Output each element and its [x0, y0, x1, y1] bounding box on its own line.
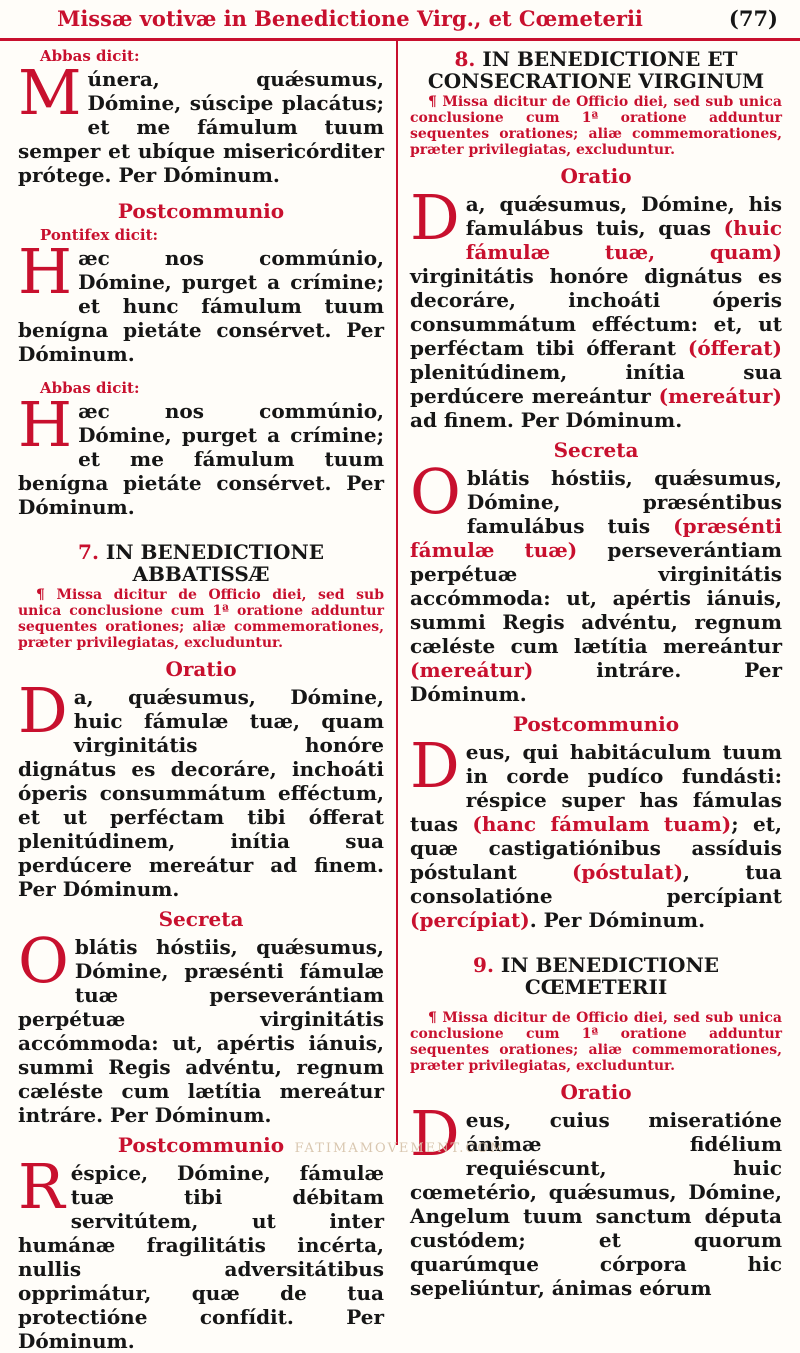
- postcommunio-heading: Postcommunio: [117, 199, 285, 223]
- oratio-prayer: Da, quǽsumus, Dómine, his famulábus tuis, quas (huic fámulæ tuæ, quam) virginitátis honóre dignátus es decoráre, inchoáti óperis consummátum efféctum: et, ut perféctam tibi ófferant (ófferat) plenitúdinem, inítia sua perdúcere mereántur (mereátur) ad finem. Per Dóminum.: [410, 181, 782, 432]
- drop-cap: R: [18, 1150, 65, 1223]
- drop-cap: O: [18, 924, 69, 997]
- oratio-heading-2: Oratio: [560, 1080, 632, 1104]
- section-8-rubric: ¶ Missa dicitur de Officio diei, sed sub unica conclusione cum 1ª oratione adduntur sequentes orationes; aliæ commemorationes, præter privilegiatas, excluduntur.: [410, 94, 782, 158]
- secreta-prayer: Oblátis hóstiis, quǽsumus, Dómine, præséntibus famulábus tuis (præsénti fámulæ tuæ) perseverántiam perpétuæ virginitátis accómmoda: ut, apértis iánuis, summi Regis advéntu, regnum cæléste cum lætítia mereántur (mereátur) intráre. Per Dóminum.: [410, 455, 782, 706]
- watermark: FATIMAMOVEMENT.COM: [294, 1141, 506, 1156]
- abbas-postcommunio-prayer: Hæc nos commúnio, Dómine, purget a crímine; et me fámulum tuum benígna pietáte consérvet. Per Dóminum.: [18, 388, 384, 519]
- postcommunio-heading: Postcommunio: [512, 712, 680, 736]
- drop-cap: O: [410, 455, 461, 528]
- secreta-heading: Secreta: [158, 907, 244, 931]
- section-9-rubric: ¶ Missa dicitur de Officio diei, sed sub unica conclusione cum 1ª oratione adduntur sequentes orationes; aliæ commemorationes, præter privilegiatas, excluduntur.: [410, 1010, 782, 1074]
- oratio-heading: Oratio: [560, 164, 632, 188]
- postcommunio-prayer: Deus, qui habitáculum tuum in corde pudíco fundásti: réspice super has fámulas tuas (hanc fámulam tuam); et, quæ castigatiónibus assíduis póstulant (póstulat), tua consolatióne percípiant (percípiat). Per Dóminum.: [410, 729, 782, 932]
- section-7-rubric: ¶ Missa dicitur de Officio diei, sed sub unica conclusione cum 1ª oratione adduntur sequentes orationes; aliæ commemorationes, præter privilegiatas, excluduntur.: [18, 587, 384, 651]
- drop-cap: M: [18, 56, 82, 129]
- drop-cap: D: [18, 674, 68, 747]
- oratio-heading: Oratio: [165, 657, 237, 681]
- abbas-secret-prayer: Múnera, quǽsumus, Dómine, súscipe placátus; et me fámulum tuum semper et ubíque misericórditer prótege. Per Dóminum.: [18, 56, 384, 187]
- drop-cap: H: [18, 388, 73, 461]
- postcommunio-prayer: Réspice, Dómine, fámulæ tuæ tibi débitam servitútem, ut inter humánæ fragilitátis incérta, nullis adversitátibus opprimátur, quæ de tua protectióne confídit. Per Dóminum.: [18, 1150, 384, 1353]
- drop-cap: D: [410, 729, 460, 802]
- section-9-title: 9. IN BENEDICTIONE CŒMETERII: [473, 953, 719, 999]
- section-7-title: 7. IN BENEDICTIONE ABBATISSÆ: [78, 540, 324, 586]
- column-rule: [396, 40, 398, 1145]
- abbas-label-2: Abbas dicit:: [40, 379, 140, 397]
- oratio-prayer: Da, quǽsumus, Dómine, huic fámulæ tuæ, quam virginitátis honóre dignátus es decoráre, inchoáti óperis consummátum efféctum, et ut perféctam tibi ófferat plenitúdinem, inítia sua perdúcere mereátur ad finem. Per Dóminum.: [18, 674, 384, 901]
- drop-cap: D: [410, 181, 460, 254]
- pontifex-label: Pontifex dicit:: [40, 226, 159, 244]
- secreta-heading: Secreta: [553, 438, 639, 462]
- postcommunio-heading-2: Postcommunio: [117, 1133, 285, 1157]
- section-8-title: 8. IN BENEDICTIONE ET CONSECRATIONE VIRGINUM: [427, 47, 765, 93]
- drop-cap: H: [18, 235, 73, 308]
- oratio-prayer-2: Deus, cuius miseratióne ánimæ fidélium requiéscunt, huic cœmetério, quǽsumus, Dómine, Angelum tuum sanctum députa custódem; et quorum quarúmque córpora hic sepeliúntur, ánimas eórum: [410, 1097, 782, 1300]
- page-number: (77): [728, 6, 778, 31]
- left-column: [18, 46, 384, 1353]
- running-title: Missæ votivæ in Benedictione Virg., et Cœmeterii: [57, 6, 643, 31]
- abbas-label: Abbas dicit:: [40, 47, 140, 65]
- right-column: [410, 46, 782, 1300]
- drop-cap: D: [410, 1097, 460, 1170]
- secreta-prayer: Oblátis hóstiis, quǽsumus, Dómine, præsénti fámulæ tuæ perseverántiam perpétuæ virginitátis accómmoda: ut, apértis iánuis, summi Regis advéntu, regnum cæléste cum lætítia mereátur intráre. Per Dóminum.: [18, 924, 384, 1127]
- pontifex-postcommunio-prayer: Hæc nos commúnio, Dómine, purget a crímine; et hunc fámulum tuum benígna pietáte consérvet. Per Dóminum.: [18, 235, 384, 366]
- header-rule: [0, 38, 800, 41]
